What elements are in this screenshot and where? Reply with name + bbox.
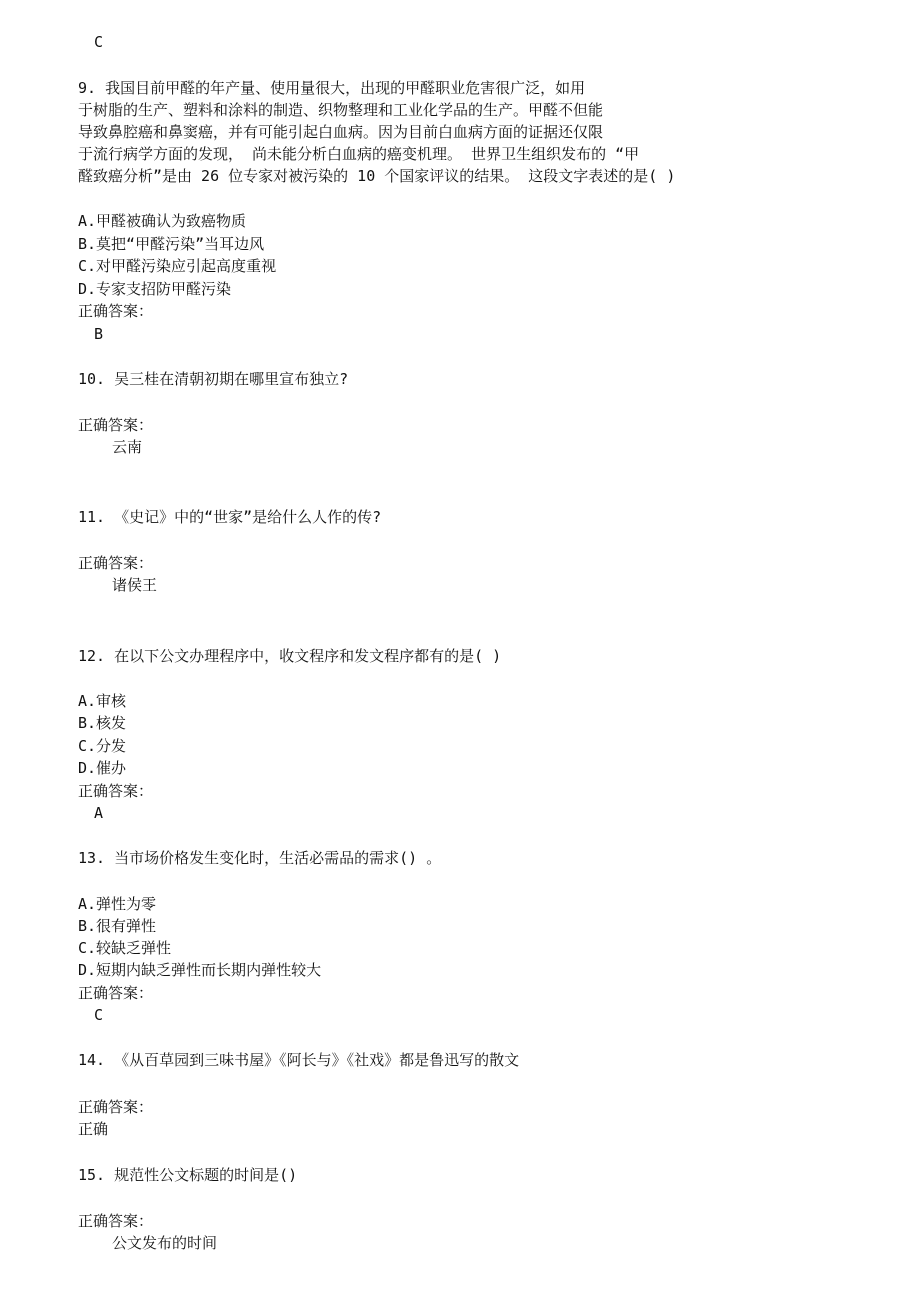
question-9-option-d: D.专家支招防甲醛污染 bbox=[78, 280, 232, 298]
question-9-line-1: 9. 我国目前甲醛的年产量、使用量很大，出现的甲醛职业危害很广泛，如用 bbox=[78, 79, 586, 97]
question-12-answer-label: 正确答案： bbox=[78, 782, 154, 800]
question-15-answer-label: 正确答案： bbox=[78, 1212, 154, 1230]
question-13-option-a: A.弹性为零 bbox=[78, 895, 157, 913]
question-9-answer: B bbox=[94, 325, 104, 343]
question-9-line-5: 醛致癌分析”是由 26 位专家对被污染的 10 个国家评议的结果。 这段文字表述的是( ) bbox=[78, 167, 676, 185]
question-10-text: 10. 吴三桂在清朝初期在哪里宣布独立? bbox=[78, 370, 349, 388]
question-13-option-c: C.较缺乏弹性 bbox=[78, 939, 172, 957]
question-9-line-4: 于流行病学方面的发现， 尚未能分析白血病的癌变机理。 世界卫生组织发布的 “甲 bbox=[78, 145, 640, 163]
question-14-answer-label: 正确答案： bbox=[78, 1098, 154, 1116]
question-13-option-d: D.短期内缺乏弹性而长期内弹性较大 bbox=[78, 961, 322, 979]
question-12-option-c: C.分发 bbox=[78, 737, 127, 755]
question-9-line-2: 于树脂的生产、塑料和涂料的制造、织物整理和工业化学品的生产。甲醛不但能 bbox=[78, 101, 604, 119]
question-11-text: 11. 《史记》中的“世家”是给什么人作的传? bbox=[78, 508, 382, 526]
question-9-text bbox=[78, 77, 758, 187]
question-15-answer: 公文发布的时间 bbox=[112, 1234, 218, 1252]
question-15-text: 15. 规范性公文标题的时间是() bbox=[78, 1166, 298, 1184]
question-12-text: 12. 在以下公文办理程序中，收文程序和发文程序都有的是( ) bbox=[78, 647, 502, 665]
question-9-line-3: 导致鼻腔癌和鼻窦癌，并有可能引起白血病。因为目前白血病方面的证据还仅限 bbox=[78, 123, 604, 141]
previous-answer: C bbox=[94, 33, 104, 51]
question-12-option-a: A.审核 bbox=[78, 692, 127, 710]
question-12-option-b: B.核发 bbox=[78, 714, 127, 732]
question-14-answer: 正确 bbox=[78, 1120, 109, 1138]
question-9-answer-label: 正确答案： bbox=[78, 302, 154, 320]
question-13-answer: C bbox=[94, 1006, 104, 1024]
question-9-option-c: C.对甲醛污染应引起高度重视 bbox=[78, 257, 277, 275]
question-11-answer: 诸侯王 bbox=[112, 576, 158, 594]
question-10-answer: 云南 bbox=[112, 438, 143, 456]
question-13-answer-label: 正确答案： bbox=[78, 984, 154, 1002]
question-9-option-a: A.甲醛被确认为致癌物质 bbox=[78, 212, 247, 230]
question-14-text: 14. 《从百草园到三味书屋》《阿长与》《社戏》都是鲁迅写的散文 bbox=[78, 1051, 520, 1069]
question-12-option-d: D.催办 bbox=[78, 759, 127, 777]
question-10-answer-label: 正确答案： bbox=[78, 416, 154, 434]
question-13-text: 13. 当市场价格发生变化时，生活必需品的需求() 。 bbox=[78, 849, 442, 867]
question-9-option-b: B.莫把“甲醛污染”当耳边风 bbox=[78, 235, 265, 253]
question-13-option-b: B.很有弹性 bbox=[78, 917, 157, 935]
question-12-answer: A bbox=[94, 804, 104, 822]
question-11-answer-label: 正确答案： bbox=[78, 554, 154, 572]
